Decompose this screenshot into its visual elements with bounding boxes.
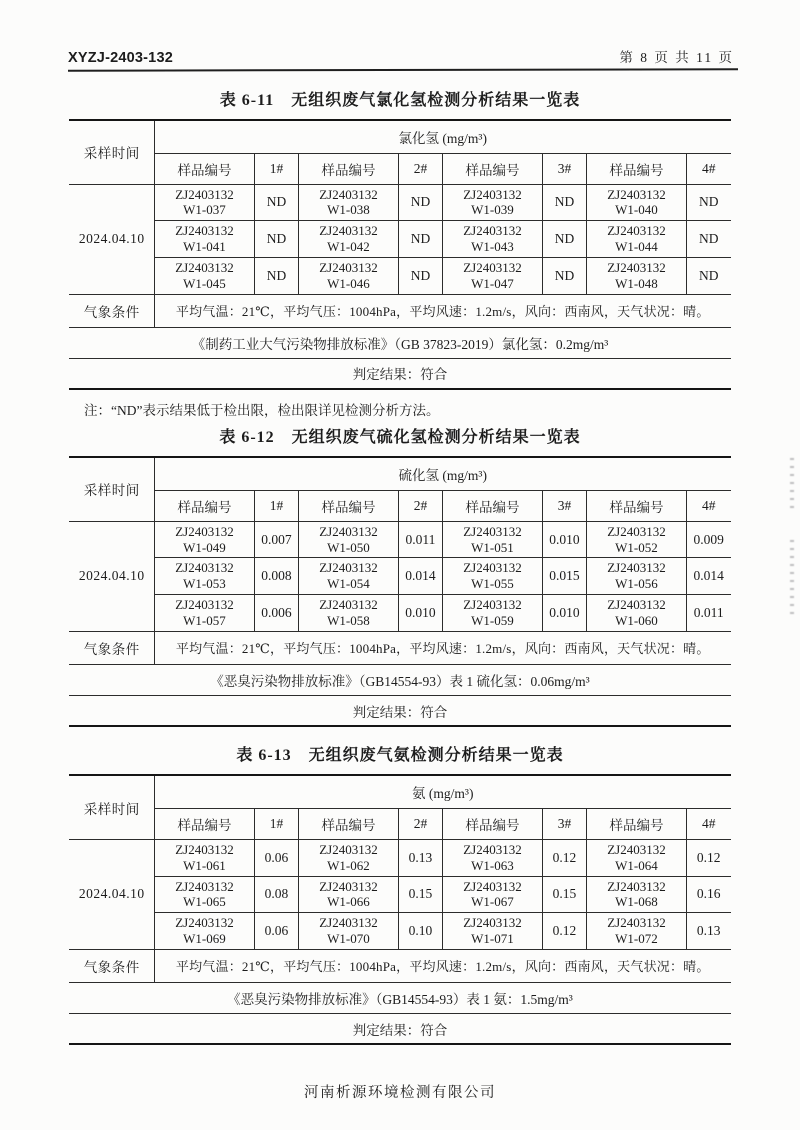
sample-id-cell [298,913,398,950]
table-row [69,839,730,876]
nd-note: 注：“ND”表示结果低于检出限，检出限详见检测分析方法。 [84,403,440,419]
sample-value-cell: 0.12 [542,913,586,950]
sample-value-cell: ND [542,257,586,294]
table-row [69,876,730,913]
scan-artifact [790,540,794,620]
sample-value-cell: 0.15 [542,876,586,913]
sample-id-cell [154,558,254,595]
sample-value-cell: 0.13 [398,839,442,876]
sample-value-cell: 0.014 [686,558,730,595]
table-title-6-11: 表 6-11 无组织废气氯化氢检测分析结果一览表 [219,92,581,109]
col-header: 样品编号 [298,490,398,521]
results-table-hcl [69,119,730,390]
weather-label: 气象条件 [69,949,154,982]
sample-id-cell [298,876,398,913]
sample-code: ZJ2403132 [463,915,522,931]
sample-code: ZJ2403132 [607,841,666,857]
col-header: 样品编号 [298,808,398,839]
table-row [69,775,730,808]
table-row [69,949,730,982]
sample-code: ZJ2403132 [463,523,522,539]
weather-conditions: 平均气温：21℃，平均气压：1004hPa，平均风速：1.2m/s，风向：西南风，天气状况：晴。 [154,631,730,664]
sample-id-cell [586,521,686,558]
sample-value-cell: 0.011 [398,521,442,558]
col-header: 样品编号 [586,490,686,521]
sample-id-cell [154,184,254,221]
sample-value-cell: ND [254,221,298,258]
table-title-6-12: 表 6-12 无组织废气硫化氢检测分析结果一览表 [219,429,581,447]
sample-value-cell: 0.009 [686,521,730,558]
sample-value-cell: 0.06 [254,913,298,950]
table-row [69,327,730,358]
sample-code: ZJ2403132 [319,597,378,613]
table-row [69,358,730,389]
sample-number: W1-041 [183,239,226,255]
table-row [69,257,730,294]
col-header: 样品编号 [298,153,398,184]
sample-code: ZJ2403132 [607,523,666,539]
judgment-result: 判定结果：符合 [69,695,730,726]
sample-value-cell: ND [686,221,730,258]
col-header: 2# [398,490,442,521]
scan-artifact [790,458,794,510]
sample-number: W1-052 [615,539,658,555]
col-header: 样品编号 [442,490,542,521]
sample-code: ZJ2403132 [319,523,378,539]
sample-value-cell: 0.12 [686,839,730,876]
analyte-header: 氯化氢 (mg/m³) [154,120,730,153]
sample-code: ZJ2403132 [463,841,522,857]
sample-id-cell [298,221,398,258]
sample-id-cell [442,521,542,558]
sample-code: ZJ2403132 [607,597,666,613]
sample-value-cell: 0.13 [686,913,730,950]
col-header: 2# [398,808,442,839]
sample-code: ZJ2403132 [319,223,378,239]
sample-number: W1-043 [471,239,514,255]
sample-number: W1-038 [327,202,370,218]
sample-id-cell [442,257,542,294]
sample-code: ZJ2403132 [463,223,522,239]
sample-value-cell: 0.010 [398,595,442,632]
sample-code: ZJ2403132 [607,259,666,275]
table-row [69,184,730,221]
sample-code: ZJ2403132 [175,560,234,576]
col-header: 4# [686,808,730,839]
sample-id-cell [154,876,254,913]
sample-number: W1-056 [615,576,658,592]
col-header: 3# [542,153,586,184]
sample-value-cell: ND [398,257,442,294]
sample-id-cell [154,221,254,258]
results-table-h2s [69,456,730,727]
table-row [69,521,730,558]
standard-reference: 《恶臭污染物排放标准》（GB14554-93）表 1 氨：1.5mg/m³ [69,982,730,1013]
col-header: 1# [254,490,298,521]
sample-id-cell [298,257,398,294]
sample-value-cell: ND [686,257,730,294]
standard-reference: 《恶臭污染物排放标准》（GB14554-93）表 1 硫化氢：0.06mg/m³ [69,664,730,695]
sample-code: ZJ2403132 [175,259,234,275]
sample-number: W1-072 [615,931,658,947]
sample-value-cell: 0.06 [254,839,298,876]
sampling-time-header: 采样时间 [69,775,154,839]
table-row [69,913,730,950]
table-row [69,221,730,258]
table-row [69,457,730,490]
sample-value-cell: 0.006 [254,595,298,632]
sample-value-cell: ND [542,184,586,221]
sample-number: W1-042 [327,239,370,255]
sample-value-cell: 0.014 [398,558,442,595]
sample-id-cell [586,558,686,595]
weather-conditions: 平均气温：21℃，平均气压：1004hPa，平均风速：1.2m/s，风向：西南风，天气状况：晴。 [154,949,730,982]
col-header: 1# [254,153,298,184]
table-row [69,558,730,595]
sample-id-cell [586,221,686,258]
sample-code: ZJ2403132 [319,259,378,275]
company-footer: 河南析源环境检测有限公司 [304,1085,496,1102]
sample-code: ZJ2403132 [607,186,666,202]
weather-label: 气象条件 [69,631,154,664]
sample-number: W1-067 [471,894,514,910]
table-row [69,808,730,839]
sample-number: W1-065 [183,894,226,910]
sample-value-cell: ND [254,184,298,221]
results-table-nh3 [69,774,730,1045]
sample-id-cell [154,913,254,950]
sample-number: W1-064 [615,857,658,873]
sample-value-cell: 0.011 [686,595,730,632]
table-title-6-13: 表 6-13 无组织废气氨检测分析结果一览表 [236,747,564,765]
sample-code: ZJ2403132 [319,878,378,894]
sample-code: ZJ2403132 [463,878,522,894]
sampling-time-header: 采样时间 [69,120,154,184]
col-header: 样品编号 [442,153,542,184]
sample-value-cell: 0.08 [254,876,298,913]
col-header: 样品编号 [442,808,542,839]
sample-id-cell [442,876,542,913]
sample-id-cell [442,221,542,258]
col-header: 样品编号 [154,490,254,521]
sample-id-cell [154,257,254,294]
sample-number: W1-061 [183,857,226,873]
sample-value-cell: 0.12 [542,839,586,876]
sample-number: W1-045 [183,275,226,291]
sample-id-cell [298,595,398,632]
sample-id-cell [586,876,686,913]
sample-code: ZJ2403132 [607,878,666,894]
sample-code: ZJ2403132 [463,186,522,202]
sample-code: ZJ2403132 [175,523,234,539]
sample-value-cell: 0.008 [254,558,298,595]
sample-value-cell: ND [398,221,442,258]
sample-number: W1-059 [471,612,514,628]
col-header: 样品编号 [154,808,254,839]
sample-id-cell [298,184,398,221]
sample-value-cell: 0.16 [686,876,730,913]
sample-id-cell [586,839,686,876]
sample-value-cell: ND [686,184,730,221]
table-row [69,120,730,153]
weather-label: 气象条件 [69,294,154,327]
sample-code: ZJ2403132 [463,560,522,576]
sample-value-cell: 0.010 [542,595,586,632]
sample-number: W1-053 [183,576,226,592]
sample-number: W1-068 [615,894,658,910]
sample-value-cell: 0.10 [398,913,442,950]
col-header: 4# [686,490,730,521]
sample-code: ZJ2403132 [607,915,666,931]
sample-id-cell [586,595,686,632]
sample-code: ZJ2403132 [319,560,378,576]
sample-id-cell [442,913,542,950]
col-header: 2# [398,153,442,184]
sample-code: ZJ2403132 [607,223,666,239]
sample-id-cell [442,558,542,595]
sample-code: ZJ2403132 [463,259,522,275]
sample-number: W1-037 [183,202,226,218]
table-row [69,695,730,726]
col-header: 3# [542,808,586,839]
sample-code: ZJ2403132 [319,186,378,202]
sample-id-cell [442,595,542,632]
sample-value-cell: 0.010 [542,521,586,558]
sample-number: W1-069 [183,931,226,947]
doc-number: XYZJ-2403-132 [68,50,173,66]
table-row [69,631,730,664]
sample-number: W1-060 [615,612,658,628]
judgment-result: 判定结果：符合 [69,358,730,389]
table-row [69,982,730,1013]
sample-number: W1-040 [615,202,658,218]
sample-number: W1-046 [327,275,370,291]
sample-number: W1-047 [471,275,514,291]
sample-value-cell: 0.007 [254,521,298,558]
header-rule [68,68,738,71]
sample-value-cell: 0.015 [542,558,586,595]
col-header: 样品编号 [154,153,254,184]
sample-code: ZJ2403132 [319,841,378,857]
sample-number: W1-048 [615,275,658,291]
sample-number: W1-062 [327,857,370,873]
sample-id-cell [586,913,686,950]
sample-code: ZJ2403132 [175,186,234,202]
sample-number: W1-054 [327,576,370,592]
sample-value-cell: 0.15 [398,876,442,913]
sample-code: ZJ2403132 [319,915,378,931]
sample-number: W1-051 [471,539,514,555]
sample-id-cell [298,558,398,595]
sample-value-cell: ND [254,257,298,294]
sample-number: W1-049 [183,539,226,555]
table-row [69,294,730,327]
sample-id-cell [154,595,254,632]
col-header: 4# [686,153,730,184]
sample-id-cell [586,184,686,221]
analyte-header: 氨 (mg/m³) [154,775,730,808]
sample-number: W1-057 [183,612,226,628]
sampling-time-header: 采样时间 [69,457,154,521]
sample-number: W1-070 [327,931,370,947]
col-header: 样品编号 [586,808,686,839]
table-row [69,490,730,521]
sample-number: W1-063 [471,857,514,873]
sample-value-cell: ND [542,221,586,258]
col-header: 1# [254,808,298,839]
sample-code: ZJ2403132 [175,597,234,613]
sample-id-cell [586,257,686,294]
sample-id-cell [298,839,398,876]
sample-date: 2024.04.10 [69,521,154,631]
sample-date: 2024.04.10 [69,839,154,949]
sample-value-cell: ND [398,184,442,221]
col-header: 3# [542,490,586,521]
sample-code: ZJ2403132 [463,597,522,613]
sample-code: ZJ2403132 [607,560,666,576]
sample-id-cell [442,184,542,221]
sample-number: W1-066 [327,894,370,910]
table-row [69,664,730,695]
sample-number: W1-039 [471,202,514,218]
sample-code: ZJ2403132 [175,841,234,857]
table-row [69,153,730,184]
sample-number: W1-044 [615,239,658,255]
sample-id-cell [442,839,542,876]
sample-date: 2024.04.10 [69,184,154,294]
page-number: 第 8 页 共 11 页 [619,50,734,65]
judgment-result: 判定结果：符合 [69,1013,730,1044]
page-header [68,46,736,66]
sample-code: ZJ2403132 [175,223,234,239]
col-header: 样品编号 [586,153,686,184]
table-row [69,1013,730,1044]
sample-id-cell [298,521,398,558]
sample-number: W1-058 [327,612,370,628]
sample-number: W1-055 [471,576,514,592]
standard-reference: 《制药工业大气污染物排放标准》（GB 37823-2019）氯化氢：0.2mg/m³ [69,327,730,358]
table-row [69,595,730,632]
weather-conditions: 平均气温：21℃，平均气压：1004hPa，平均风速：1.2m/s，风向：西南风，天气状况：晴。 [154,294,730,327]
sample-id-cell [154,521,254,558]
sample-number: W1-071 [471,931,514,947]
analyte-header: 硫化氢 (mg/m³) [154,457,730,490]
sample-code: ZJ2403132 [175,915,234,931]
sample-id-cell [154,839,254,876]
sample-code: ZJ2403132 [175,878,234,894]
sample-number: W1-050 [327,539,370,555]
